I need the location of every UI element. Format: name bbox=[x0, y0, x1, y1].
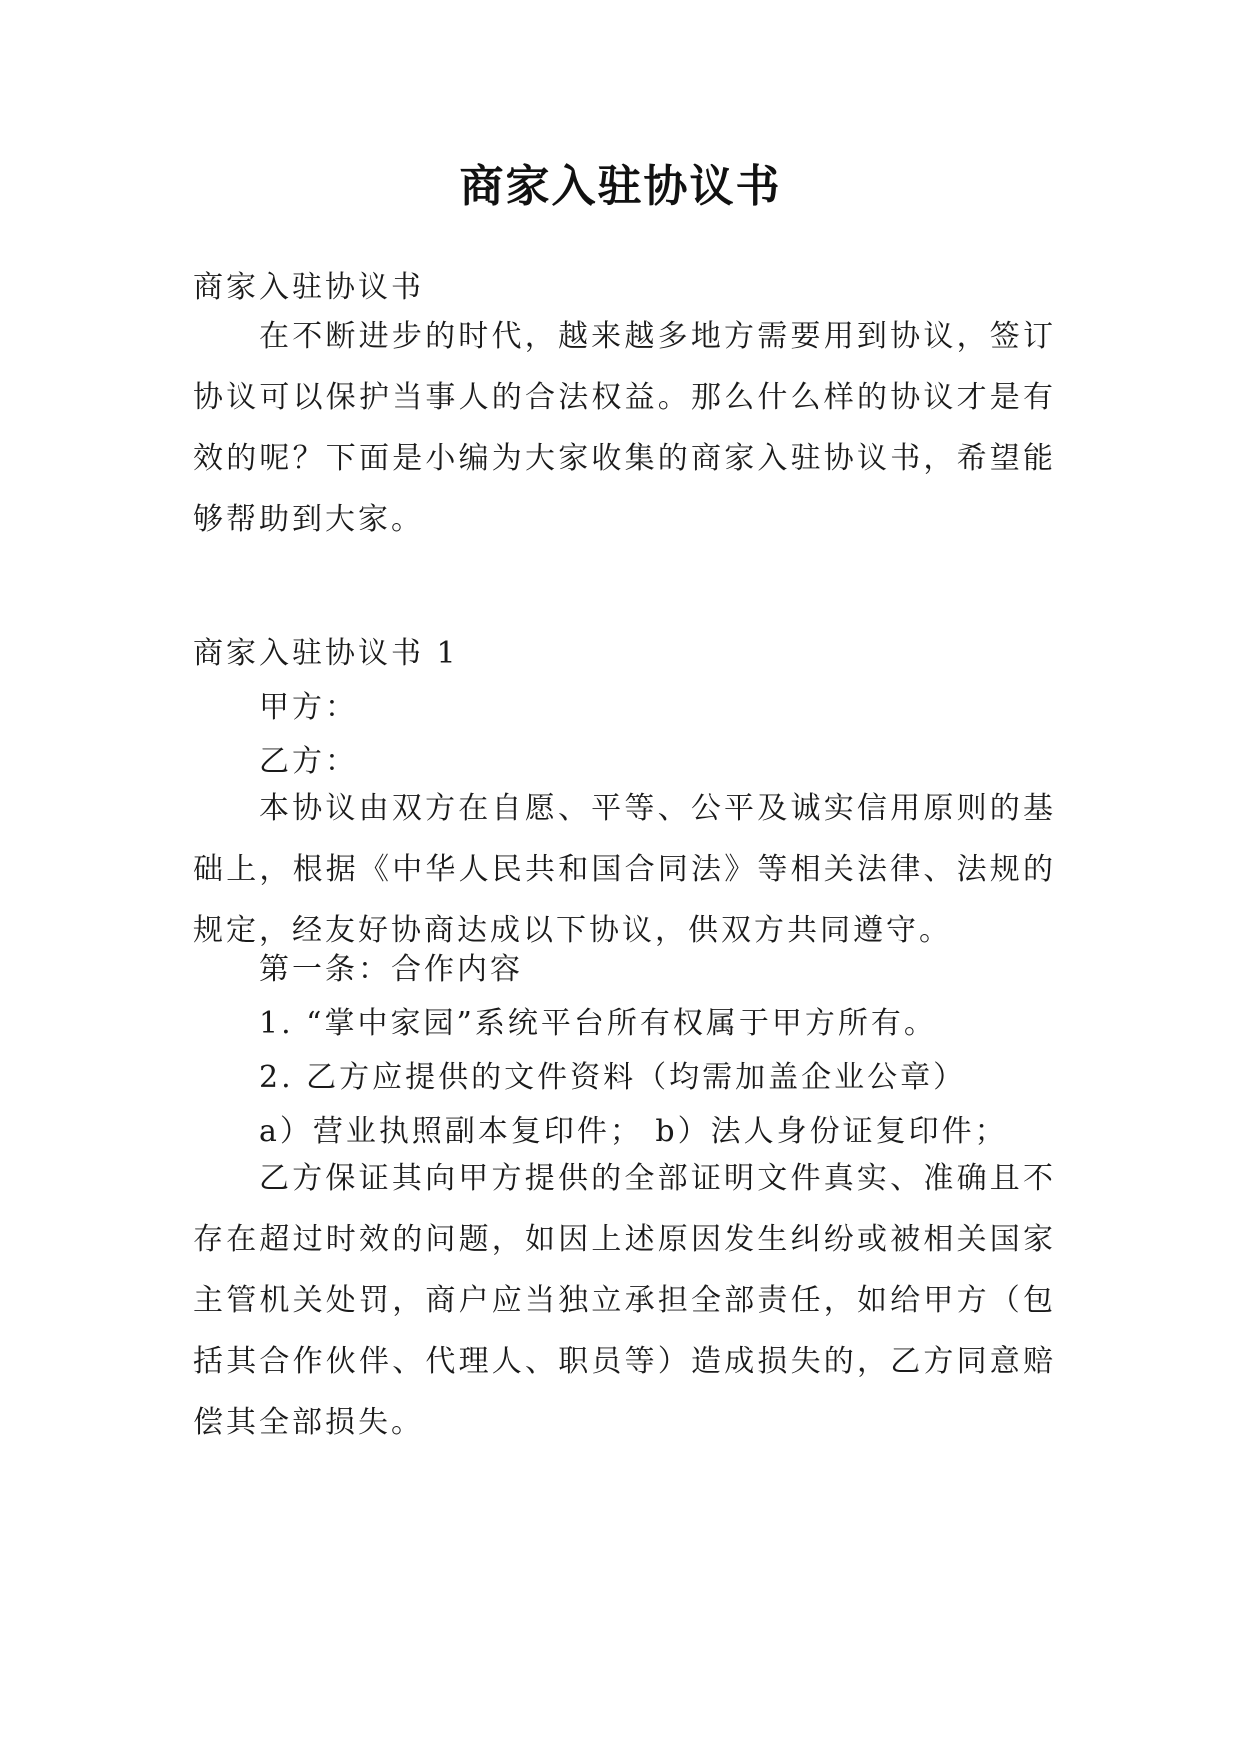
article-heading: 第一条：合作内容 bbox=[259, 952, 523, 987]
document-title: 商家入驻协议书 bbox=[459, 161, 782, 212]
intro-paragraph: 在不断进步的时代，越来越多地方需要用到协议，签订协议可以保护当事人的合法权益。那么什么样的协议才是有效的呢？下面是小编为大家收集的商家入驻协议书，希望能够帮助到大家。 bbox=[193, 319, 1056, 537]
document-subtitle: 商家入驻协议书 bbox=[193, 270, 424, 305]
clause-item-2-sub: a）营业执照副本复印件； b）法人身份证复印件； bbox=[259, 1114, 1008, 1149]
clause-item-2: 2. 乙方应提供的文件资料（均需加盖企业公章） bbox=[259, 1060, 967, 1095]
party-b-label: 乙方： bbox=[259, 744, 358, 779]
preamble-paragraph: 本协议由双方在自愿、平等、公平及诚实信用原则的基础上，根据《中华人民共和国合同法》等相关法律、法规的规定，经友好协商达成以下协议，供双方共同遵守。 bbox=[193, 791, 1056, 948]
party-a-label: 甲方： bbox=[259, 690, 358, 725]
guarantee-paragraph: 乙方保证其向甲方提供的全部证明文件真实、准确且不存在超过时效的问题，如因上述原因发生纠纷或被相关国家主管机关处罚，商户应当独立承担全部责任，如给甲方（包括其合作伙伴、代理人、职员等）造成损失的，乙方同意赔偿其全部损失。 bbox=[193, 1161, 1056, 1440]
clause-item-1: 1. “掌中家园”系统平台所有权属于甲方所有。 bbox=[259, 1006, 937, 1041]
section-heading: 商家入驻协议书 1 bbox=[193, 636, 459, 671]
